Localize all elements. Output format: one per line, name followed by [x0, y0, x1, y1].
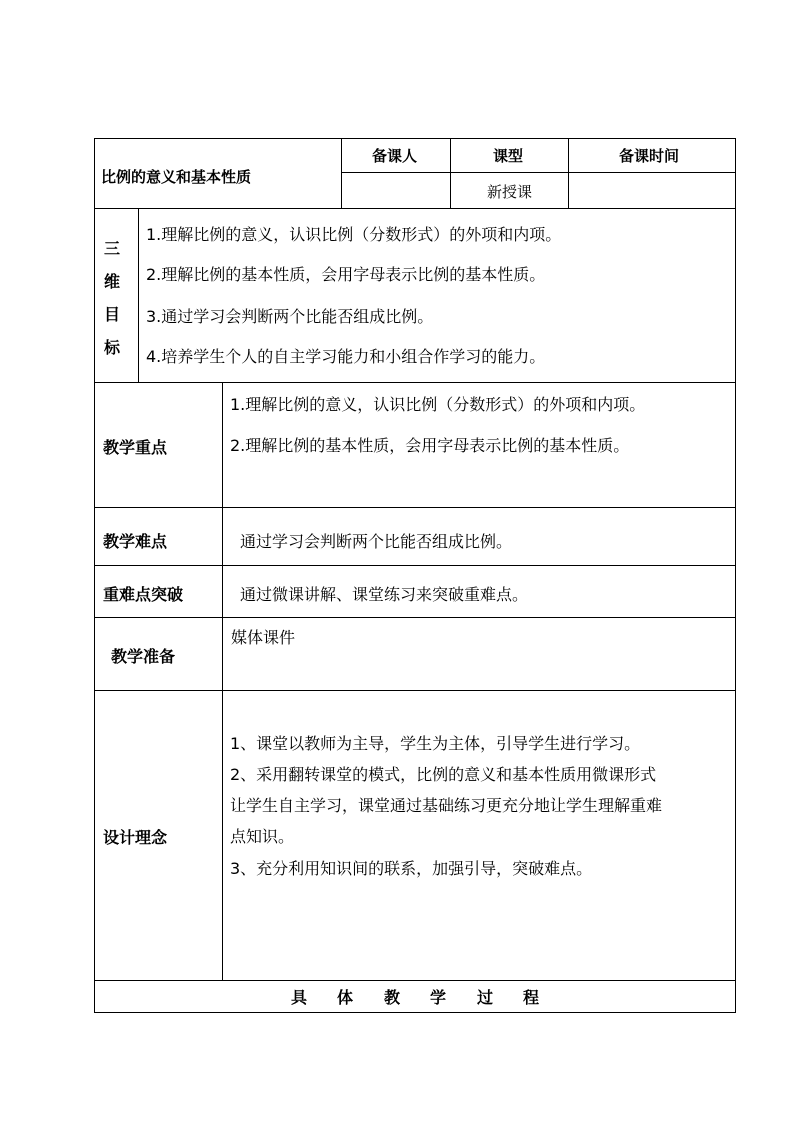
goal-item: 3.通过学习会判断两个比能否组成比例。 [146, 307, 434, 326]
key-points-label: 教学重点 [103, 438, 168, 457]
prep-time-label: 备课时间 [619, 147, 680, 165]
header-divider-2 [450, 138, 451, 209]
preparer-label: 备课人 [372, 147, 418, 165]
table-border-top [94, 138, 736, 139]
lesson-title: 比例的意义和基本性质 [101, 168, 252, 186]
process-heading-char: 体 [337, 988, 354, 1007]
goals-label-divider [138, 208, 139, 383]
design-line: 2、采用翻转课堂的模式，比例的意义和基本性质用微课形式 [230, 765, 657, 784]
lesson-type-label: 课型 [493, 147, 524, 165]
header-divider-1 [341, 138, 342, 209]
preparation-label: 教学准备 [111, 647, 176, 666]
lesson-type-value: 新授课 [487, 183, 533, 201]
process-heading-char: 具 [291, 988, 308, 1007]
goal-item: 1.理解比例的意义，认识比例（分数形式）的外项和内项。 [146, 225, 562, 244]
goal-item: 2.理解比例的基本性质，会用字母表示比例的基本性质。 [146, 265, 546, 284]
breakthrough-text: 通过微课讲解、课堂练习来突破重难点。 [240, 585, 529, 604]
table-border-left [94, 138, 95, 1013]
header-divider-3 [568, 138, 569, 209]
design-label: 设计理念 [103, 828, 168, 847]
design-line: 3、充分利用知识间的联系，加强引导，突破难点。 [230, 859, 593, 878]
process-heading-char: 教 [384, 988, 401, 1007]
row-line-difficulties-top [94, 507, 736, 508]
process-heading-char: 学 [430, 988, 447, 1007]
goals-label-char: 维 [104, 272, 121, 291]
goals-label [104, 208, 124, 378]
process-heading-char: 过 [477, 988, 494, 1007]
key-point-item: 1.理解比例的意义，认识比例（分数形式）的外项和内项。 [230, 395, 646, 414]
goals-label-char: 目 [104, 305, 121, 324]
row-line-process-top [94, 980, 736, 981]
design-line: 让学生自主学习，课堂通过基础练习更充分地让学生理解重难 [230, 796, 663, 815]
table-border-bottom [94, 1012, 736, 1013]
row-line-goals-top [94, 208, 736, 209]
row-line-preparation-top [94, 617, 736, 618]
table-border-right [735, 138, 736, 1013]
difficulties-label: 教学难点 [103, 532, 168, 551]
goal-item: 4.培养学生个人的自主学习能力和小组合作学习的能力。 [146, 347, 546, 366]
breakthrough-label: 重难点突破 [103, 585, 184, 604]
process-heading-char: 程 [523, 988, 540, 1007]
goals-label-char: 标 [104, 338, 121, 357]
difficulties-text: 通过学习会判断两个比能否组成比例。 [240, 532, 513, 551]
label-column-divider [222, 382, 223, 981]
design-line: 1、课堂以教师为主导，学生为主体，引导学生进行学习。 [230, 734, 641, 753]
row-line-design-top [94, 690, 736, 691]
header-mid-line [341, 172, 736, 173]
goals-label-char: 三 [104, 239, 121, 258]
design-line: 点知识。 [230, 827, 295, 846]
row-line-keypoints-top [94, 382, 736, 383]
preparation-text: 媒体课件 [231, 628, 296, 647]
row-line-breakthrough-top [94, 565, 736, 566]
key-point-item: 2.理解比例的基本性质，会用字母表示比例的基本性质。 [230, 436, 630, 455]
